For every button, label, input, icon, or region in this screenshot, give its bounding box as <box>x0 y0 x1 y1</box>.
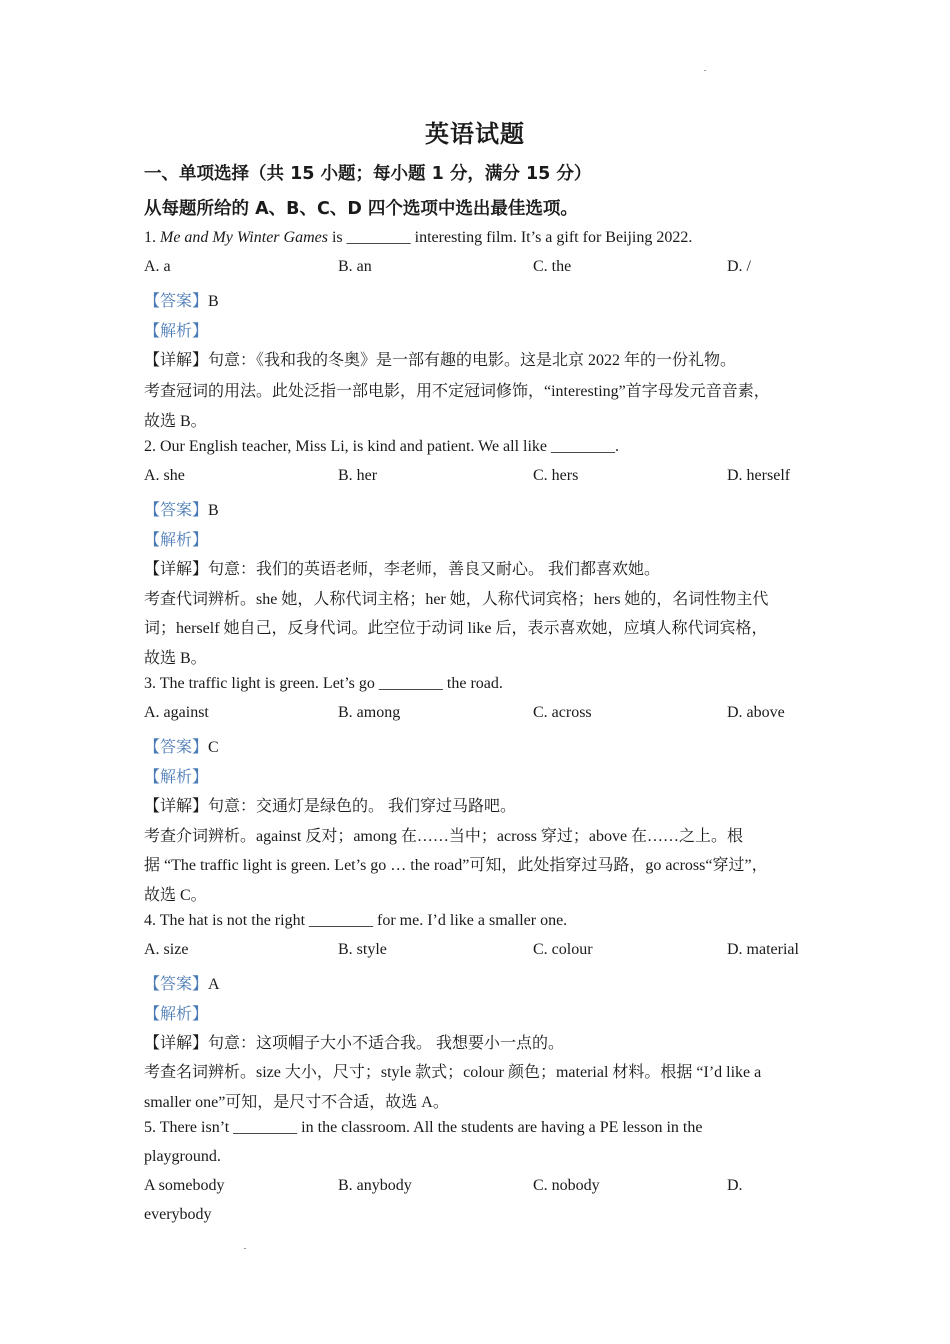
q3-explain-line: 故选 C。 <box>144 887 207 904</box>
answer-label: 【答案】 <box>144 976 209 993</box>
detail-label: 【详解】 <box>144 1035 209 1052</box>
q2-option-b: B. her <box>338 467 378 484</box>
q3-option-a: A. against <box>144 704 209 721</box>
q4-option-a: A. size <box>144 941 189 958</box>
q4-explain-line: smaller one”可知，是尺寸不合适，故选 A。 <box>144 1094 449 1111</box>
answer-value: B <box>208 293 219 310</box>
q5-option-c: C. nobody <box>533 1177 600 1194</box>
q2-answer <box>144 497 219 520</box>
answer-label: 【答案】 <box>144 739 209 756</box>
q4-analysis-label: 【解析】 <box>144 1006 209 1023</box>
q2-option-d: D. herself <box>727 467 791 484</box>
page-title: 英语试题 <box>425 120 525 148</box>
question-4-stem: 4. The hat is not the right ________ for me. I’d like a smaller one. <box>144 912 568 929</box>
q4-option-d: D. material <box>727 941 799 958</box>
answer-label: 【答案】 <box>144 293 209 310</box>
q3-explain-line: 据 “The traffic light is green. Let’s go … the road”可知，此处指穿过马路，go across“穿过”， <box>144 857 768 874</box>
detail-label: 【详解】 <box>144 798 209 815</box>
scan-speck <box>244 1248 246 1249</box>
answer-value: B <box>208 502 219 519</box>
q1-option-b: B. an <box>338 258 372 275</box>
answer-label: 【答案】 <box>144 502 209 519</box>
q1-option-d: D. / <box>727 258 751 275</box>
q1-explain-line: 考查冠词的用法。此处泛指一部电影，用不定冠词修饰，“interesting”首字母发元音音素， <box>144 383 770 400</box>
detail-label: 【详解】 <box>144 561 209 578</box>
q4-option-b: B. style <box>338 941 387 958</box>
answer-value: A <box>208 976 220 993</box>
scan-speck <box>704 70 706 71</box>
q3-option-d: D. above <box>727 704 785 721</box>
q1-detail <box>144 347 736 370</box>
section-heading: 一、单项选择（共 15 小题；每小题 1 分，满分 15 分） <box>144 164 592 184</box>
detail-text: 句意：我们的英语老师，李老师，善良又耐心。 我们都喜欢她。 <box>208 561 661 578</box>
detail-text: 句意：《我和我的冬奥》是一部有趣的电影。这是北京 2022 年的一份礼物。 <box>208 352 737 369</box>
question-text: is ________ interesting film. It’s a gift for Beijing 2022. <box>327 229 693 246</box>
q5-option-a: A somebody <box>144 1177 225 1194</box>
q3-option-b: B. among <box>338 704 401 721</box>
question-2-stem: 2. Our English teacher, Miss Li, is kind and patient. We all like ________. <box>144 438 620 455</box>
q4-option-c: C. colour <box>533 941 593 958</box>
q2-explain-line: 故选 B。 <box>144 650 207 667</box>
q2-explain-line: 词；herself 她自己，反身代词。此空位于动词 like 后，表示喜欢她，应填人称代词宾格， <box>144 620 768 637</box>
section-instruction: 从每题所给的 A、B、C、D 四个选项中选出最佳选项。 <box>144 199 578 219</box>
q1-option-a: A. a <box>144 258 171 275</box>
q1-explain-line: 故选 B。 <box>144 413 207 430</box>
q3-explain-line: 考查介词辨析。against 反对；among 在……当中；across 穿过；above 在……之上。根 <box>144 828 744 845</box>
q4-explain-line: 考查名词辨析。size 大小，尺寸；style 款式；colour 颜色；material 材料。根据 “I’d like a <box>144 1064 762 1081</box>
q3-detail <box>144 793 516 816</box>
q2-option-c: C. hers <box>533 467 579 484</box>
answer-value: C <box>208 739 219 756</box>
q5-option-d: D. <box>727 1177 743 1194</box>
detail-text: 句意：交通灯是绿色的。 我们穿过马路吧。 <box>208 798 517 815</box>
q5-option-b: B. anybody <box>338 1177 412 1194</box>
question-1-stem <box>144 229 692 247</box>
q1-analysis-label: 【解析】 <box>144 323 209 340</box>
question-3-stem: 3. The traffic light is green. Let’s go ________ the road. <box>144 675 503 692</box>
q2-option-a: A. she <box>144 467 185 484</box>
question-5-stem-cont: playground. <box>144 1148 221 1165</box>
detail-text: 句意：这项帽子大小不适合我。 我想要小一点的。 <box>208 1035 565 1052</box>
q1-answer <box>144 288 219 311</box>
q4-answer <box>144 971 220 994</box>
q2-analysis-label: 【解析】 <box>144 532 209 549</box>
q3-answer <box>144 734 219 757</box>
detail-label: 【详解】 <box>144 352 209 369</box>
q4-detail <box>144 1030 564 1053</box>
q3-option-c: C. across <box>533 704 592 721</box>
q3-analysis-label: 【解析】 <box>144 769 209 786</box>
q5-option-d-wrap: everybody <box>144 1206 212 1223</box>
film-title: Me and My Winter Games <box>160 229 328 246</box>
question-5-stem: 5. There isn’t ________ in the classroom. All the students are having a PE lesson in the <box>144 1119 703 1136</box>
q2-detail <box>144 556 660 579</box>
question-number: 1. <box>144 229 160 246</box>
q2-explain-line: 考查代词辨析。she 她，人称代词主格；her 她，人称代词宾格；hers 她的，名词性物主代 <box>144 591 769 608</box>
q1-option-c: C. the <box>533 258 572 275</box>
